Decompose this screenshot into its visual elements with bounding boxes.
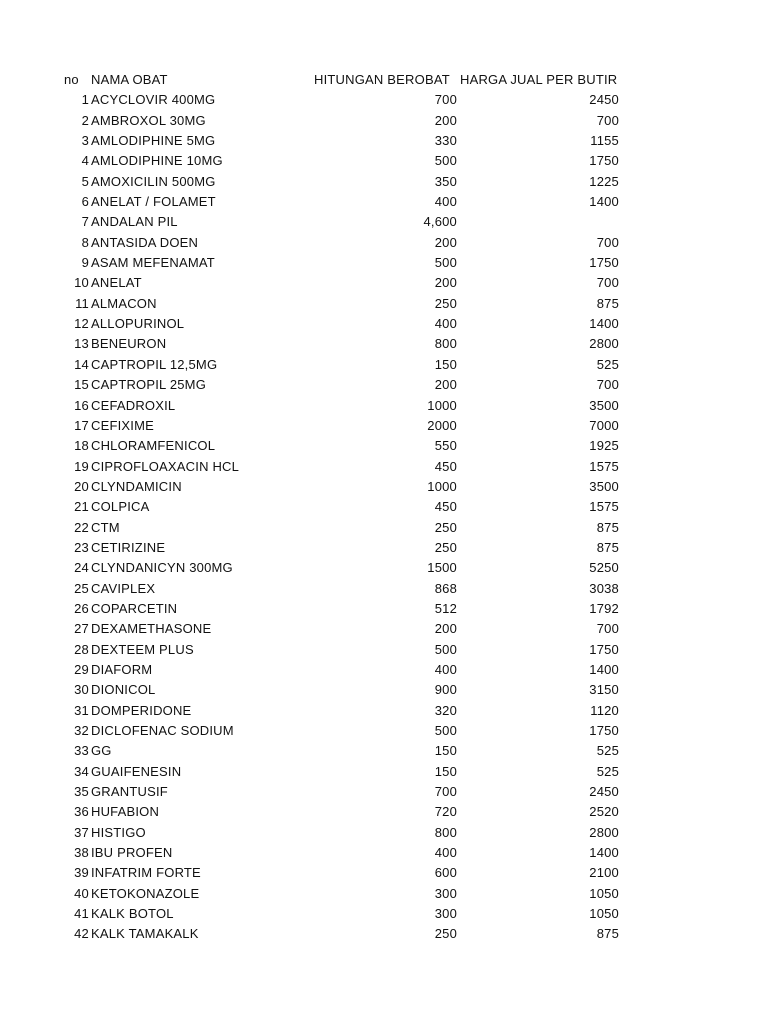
table-row xyxy=(0,782,768,802)
count-value: 250 xyxy=(434,519,457,535)
medicine-name: ANTASIDA DOEN xyxy=(91,234,199,250)
row-number: 3 xyxy=(81,133,89,149)
header-no: no xyxy=(64,72,79,87)
count-value: 200 xyxy=(434,377,457,393)
table-row xyxy=(0,192,768,212)
medicine-name: DEXAMETHASONE xyxy=(91,621,212,637)
table-row xyxy=(0,884,768,904)
medicine-name: HUFABION xyxy=(91,804,160,820)
medicine-name: HISTIGO xyxy=(91,824,146,840)
medicine-name: CEFADROXIL xyxy=(91,397,176,413)
count-value: 600 xyxy=(434,865,457,881)
price-value: 1575 xyxy=(589,458,619,474)
row-number: 21 xyxy=(74,499,89,515)
table-row xyxy=(0,273,768,293)
table-row xyxy=(0,823,768,843)
row-number: 36 xyxy=(74,804,89,820)
medicine-name: ANDALAN PIL xyxy=(91,214,178,230)
medicine-name: DOMPERIDONE xyxy=(91,702,192,718)
table-row xyxy=(0,375,768,395)
count-value: 350 xyxy=(434,173,457,189)
table-row xyxy=(0,518,768,538)
price-value: 700 xyxy=(596,112,619,128)
row-number: 32 xyxy=(74,723,89,738)
table-row xyxy=(0,660,768,680)
price-value: 700 xyxy=(596,621,619,637)
header-price: HARGA JUAL PER BUTIR xyxy=(460,72,618,87)
table-row xyxy=(0,396,768,416)
price-value: 5250 xyxy=(589,560,619,576)
price-value: 2450 xyxy=(589,92,619,108)
table-row xyxy=(0,619,768,639)
price-value: 1120 xyxy=(590,702,619,718)
price-value: 1750 xyxy=(589,723,619,738)
medicine-name: CAVIPLEX xyxy=(91,580,156,596)
table-row xyxy=(0,111,768,131)
medicine-name: CHLORAMFENICOL xyxy=(91,438,216,454)
price-value: 1400 xyxy=(589,661,619,677)
price-value: 2100 xyxy=(589,865,619,881)
count-value: 400 xyxy=(434,845,457,861)
table-row xyxy=(0,680,768,700)
count-value: 1500 xyxy=(427,560,457,576)
table-body xyxy=(0,90,768,944)
table-row xyxy=(0,924,768,944)
row-number: 2 xyxy=(81,112,89,128)
count-value: 400 xyxy=(434,661,457,677)
row-number: 8 xyxy=(81,234,89,250)
price-value: 2800 xyxy=(589,336,619,352)
count-value: 200 xyxy=(434,234,457,250)
count-value: 150 xyxy=(434,763,457,779)
count-value: 2000 xyxy=(427,417,457,433)
table-row xyxy=(0,843,768,863)
price-value: 700 xyxy=(596,377,619,393)
row-number: 25 xyxy=(74,580,89,596)
count-value: 200 xyxy=(434,621,457,637)
row-number: 5 xyxy=(81,173,89,189)
count-value: 512 xyxy=(434,600,457,616)
medicine-name: ACYCLOVIR 400MG xyxy=(91,92,216,108)
price-value: 525 xyxy=(596,743,619,759)
count-value: 500 xyxy=(434,723,457,738)
price-value: 1400 xyxy=(589,194,619,210)
count-value: 250 xyxy=(434,926,457,942)
header-medicine-name: NAMA OBAT xyxy=(91,72,168,87)
count-value: 250 xyxy=(434,295,457,311)
count-value: 500 xyxy=(434,153,457,169)
table-row xyxy=(0,355,768,375)
count-value: 700 xyxy=(434,92,457,108)
header-count: HITUNGAN BEROBAT xyxy=(314,72,450,87)
count-value: 550 xyxy=(434,438,457,454)
table-row xyxy=(0,131,768,151)
row-number: 33 xyxy=(74,743,89,759)
row-number: 18 xyxy=(74,438,89,454)
price-value: 1225 xyxy=(589,173,619,189)
table-row xyxy=(0,253,768,273)
row-number: 38 xyxy=(74,845,89,861)
row-number: 39 xyxy=(74,865,89,881)
count-value: 320 xyxy=(434,702,457,718)
medicine-name: CAPTROPIL 25MG xyxy=(91,377,207,393)
price-value: 525 xyxy=(596,763,619,779)
medicine-name: DEXTEEM PLUS xyxy=(91,641,194,657)
row-number: 28 xyxy=(74,641,89,657)
row-number: 22 xyxy=(74,519,89,535)
count-value: 150 xyxy=(434,356,457,372)
table-row xyxy=(0,640,768,660)
row-number: 34 xyxy=(74,763,89,779)
table-row xyxy=(0,863,768,883)
price-value: 2450 xyxy=(589,784,619,800)
price-value: 1050 xyxy=(589,906,619,922)
row-number: 42 xyxy=(74,926,89,942)
price-value: 875 xyxy=(596,295,619,311)
table-row xyxy=(0,701,768,721)
row-number: 23 xyxy=(74,539,89,555)
price-value: 1750 xyxy=(589,641,619,657)
price-value: 1750 xyxy=(589,255,619,271)
table-header xyxy=(0,70,768,90)
medicine-name: CTM xyxy=(91,519,120,535)
row-number: 26 xyxy=(74,600,89,616)
table-row xyxy=(0,802,768,822)
row-number: 13 xyxy=(74,336,89,352)
table-row xyxy=(0,233,768,253)
medicine-name: KETOKONAZOLE xyxy=(91,885,200,901)
count-value: 4,600 xyxy=(423,214,457,230)
price-value: 3500 xyxy=(589,478,619,494)
table-row xyxy=(0,497,768,517)
medicine-name: KALK TAMAKALK xyxy=(91,926,199,942)
medicine-name: CETIRIZINE xyxy=(91,539,166,555)
count-value: 300 xyxy=(434,885,457,901)
price-value: 1400 xyxy=(589,845,619,861)
count-value: 700 xyxy=(434,784,457,800)
medicine-name: AMLODIPHINE 5MG xyxy=(91,133,216,149)
price-value: 875 xyxy=(596,519,619,535)
row-number: 6 xyxy=(81,194,89,210)
table-row xyxy=(0,904,768,924)
count-value: 200 xyxy=(434,112,457,128)
count-value: 450 xyxy=(434,499,457,515)
price-value: 1792 xyxy=(589,600,619,616)
table-row xyxy=(0,558,768,578)
row-number: 35 xyxy=(74,784,89,800)
medicine-name: DIAFORM xyxy=(91,661,153,677)
row-number: 37 xyxy=(74,824,89,840)
medicine-name: ANELAT xyxy=(91,275,142,291)
table-row xyxy=(0,90,768,110)
row-number: 40 xyxy=(74,885,89,901)
medicine-name: CAPTROPIL 12,5MG xyxy=(91,356,218,372)
table-row xyxy=(0,436,768,456)
price-value: 1925 xyxy=(589,438,619,454)
table-row xyxy=(0,741,768,761)
row-number: 7 xyxy=(81,214,89,230)
price-value: 700 xyxy=(596,275,619,291)
count-value: 900 xyxy=(434,682,457,698)
count-value: 500 xyxy=(434,641,457,657)
price-value: 2800 xyxy=(589,824,619,840)
row-number: 4 xyxy=(81,153,89,169)
medicine-price-table xyxy=(0,70,768,945)
medicine-name: ALMACON xyxy=(91,295,157,311)
table-row xyxy=(0,538,768,558)
count-value: 868 xyxy=(434,580,457,596)
count-value: 200 xyxy=(434,275,457,291)
table-row xyxy=(0,151,768,171)
medicine-name: CLYNDANICYN 300MG xyxy=(91,560,233,576)
row-number: 15 xyxy=(74,377,89,393)
price-value: 525 xyxy=(596,356,619,372)
table-row xyxy=(0,579,768,599)
table-row xyxy=(0,294,768,314)
table-row xyxy=(0,762,768,782)
table-row xyxy=(0,212,768,232)
row-number: 17 xyxy=(74,417,89,433)
count-value: 1000 xyxy=(427,478,457,494)
row-number: 20 xyxy=(74,478,89,494)
medicine-name: COLPICA xyxy=(91,499,150,515)
medicine-name: GRANTUSIF xyxy=(91,784,168,800)
price-value: 2520 xyxy=(589,804,619,820)
price-value: 1400 xyxy=(589,316,619,332)
price-value: 3150 xyxy=(589,682,619,698)
count-value: 800 xyxy=(434,336,457,352)
medicine-name: CLYNDAMICIN xyxy=(91,478,182,494)
price-value: 1750 xyxy=(589,153,619,169)
medicine-name: BENEURON xyxy=(91,336,167,352)
price-value: 3038 xyxy=(589,580,619,596)
table-row xyxy=(0,416,768,436)
count-value: 250 xyxy=(434,539,457,555)
count-value: 150 xyxy=(434,743,457,759)
medicine-name: IBU PROFEN xyxy=(91,845,173,861)
count-value: 400 xyxy=(434,316,457,332)
row-number: 9 xyxy=(81,255,89,271)
table-row xyxy=(0,172,768,192)
price-value: 1575 xyxy=(589,499,619,515)
medicine-name: COPARCETIN xyxy=(91,600,178,616)
price-value: 3500 xyxy=(589,397,619,413)
table-row xyxy=(0,477,768,497)
medicine-name: DIONICOL xyxy=(91,682,156,698)
medicine-name: AMOXICILIN 500MG xyxy=(91,173,216,189)
row-number: 1 xyxy=(81,92,89,108)
row-number: 27 xyxy=(74,621,89,637)
table-row xyxy=(0,599,768,619)
table-row xyxy=(0,334,768,354)
count-value: 1000 xyxy=(427,397,457,413)
table-row xyxy=(0,457,768,477)
row-number: 12 xyxy=(74,316,89,332)
medicine-name: CEFIXIME xyxy=(91,417,154,433)
price-value: 1050 xyxy=(589,885,619,901)
row-number: 29 xyxy=(74,661,89,677)
medicine-name: GG xyxy=(91,743,112,759)
medicine-name: GUAIFENESIN xyxy=(91,763,182,779)
count-value: 300 xyxy=(434,906,457,922)
medicine-name: AMLODIPHINE 10MG xyxy=(91,153,223,169)
row-number: 24 xyxy=(74,560,89,576)
medicine-name: INFATRIM FORTE xyxy=(91,865,201,881)
row-number: 11 xyxy=(75,295,89,311)
price-value: 7000 xyxy=(589,417,619,433)
row-number: 41 xyxy=(74,906,89,922)
medicine-name: ANELAT / FOLAMET xyxy=(91,194,216,210)
count-value: 720 xyxy=(434,804,457,820)
count-value: 450 xyxy=(434,458,457,474)
row-number: 30 xyxy=(74,682,89,698)
count-value: 400 xyxy=(434,194,457,210)
medicine-name: ALLOPURINOL xyxy=(91,316,185,332)
price-value: 875 xyxy=(596,926,619,942)
count-value: 330 xyxy=(434,133,457,149)
price-value: 875 xyxy=(596,539,619,555)
price-value: 700 xyxy=(596,234,619,250)
medicine-name: AMBROXOL 30MG xyxy=(91,112,206,128)
medicine-name: CIPROFLOAXACIN HCL xyxy=(91,458,240,474)
row-number: 19 xyxy=(74,458,89,474)
row-number: 10 xyxy=(74,275,89,291)
medicine-name: ASAM MEFENAMAT xyxy=(91,255,215,271)
row-number: 16 xyxy=(74,397,89,413)
price-value: 1155 xyxy=(590,133,619,149)
medicine-name: DICLOFENAC SODIUM xyxy=(91,723,234,738)
table-row xyxy=(0,721,768,741)
row-number: 31 xyxy=(74,702,89,718)
row-number: 14 xyxy=(74,356,89,372)
count-value: 500 xyxy=(434,255,457,271)
count-value: 800 xyxy=(434,824,457,840)
table-row xyxy=(0,314,768,334)
medicine-name: KALK BOTOL xyxy=(91,906,174,922)
